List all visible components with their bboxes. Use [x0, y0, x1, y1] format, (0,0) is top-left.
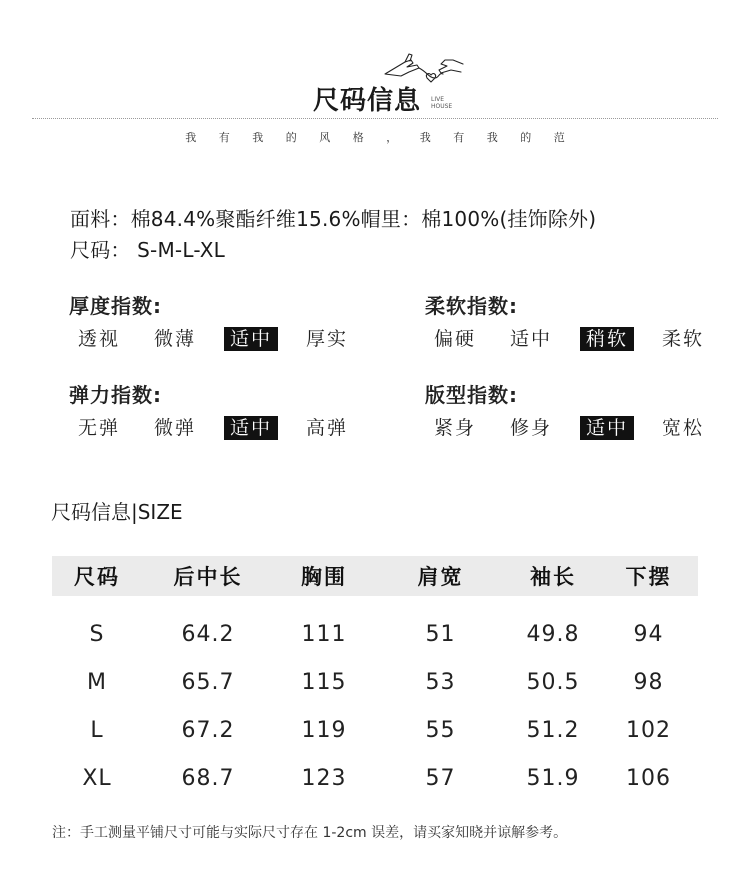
slogan	[34, 129, 716, 145]
slogan-char: 我	[419, 131, 431, 144]
table-cell: M	[87, 669, 107, 695]
slogan-char: 我	[252, 131, 264, 144]
index-option: 紧身	[434, 417, 477, 439]
index-option: 偏硬	[434, 328, 477, 350]
table-cell: 55	[425, 717, 456, 743]
index-option-selected: 适中	[224, 416, 278, 440]
slogan-char: 的	[520, 131, 532, 144]
table-cell: 64.2	[181, 621, 235, 647]
table-cell: 123	[301, 765, 347, 791]
size-range: 尺码： S-M-L-XL	[70, 238, 225, 262]
slogan-char: 我	[185, 131, 197, 144]
table-cell: 51.2	[526, 717, 580, 743]
slogan-char: 我	[486, 131, 498, 144]
table-cell: 57	[425, 765, 456, 791]
index-option-selected: 适中	[580, 416, 634, 440]
index-option: 高弹	[306, 417, 349, 439]
table-cell: 51.9	[526, 765, 580, 791]
column-header: 尺码	[74, 565, 120, 589]
page-title: 尺码信息	[313, 86, 422, 116]
index-option: 透视	[78, 328, 121, 350]
index-option: 柔软	[662, 328, 705, 350]
slogan-char: 有	[218, 131, 230, 144]
thickness-index	[69, 290, 376, 351]
index-option: 适中	[510, 328, 553, 350]
table-row	[52, 658, 698, 706]
table-cell: 67.2	[181, 717, 235, 743]
column-header: 后中长	[173, 565, 243, 589]
table-row	[52, 754, 698, 802]
column-header: 下摆	[625, 565, 672, 589]
column-header: 肩宽	[417, 565, 464, 589]
table-cell: 49.8	[526, 621, 580, 647]
table-cell: 98	[633, 669, 664, 695]
table-cell: 106	[626, 765, 671, 791]
column-header: 胸围	[301, 565, 347, 589]
fit-index	[425, 379, 732, 440]
table-cell: 111	[301, 621, 347, 647]
table-cell: 51	[425, 621, 456, 647]
index-option-selected: 稍软	[580, 327, 634, 351]
slogan-char: 风	[319, 131, 331, 144]
column-header: 袖长	[530, 565, 576, 589]
table-cell: 115	[301, 669, 347, 695]
table-cell: XL	[82, 765, 112, 791]
index-title: 厚度指数:	[69, 294, 162, 318]
index-title: 版型指数:	[425, 383, 518, 407]
index-title: 柔软指数:	[425, 294, 518, 318]
index-option: 宽松	[662, 417, 705, 439]
index-option: 无弹	[78, 417, 121, 439]
table-cell: 68.7	[181, 765, 235, 791]
index-option-selected: 适中	[224, 327, 278, 351]
measurement-note: 注：手工测量平铺尺寸可能与实际尺寸存在 1-2cm 误差，请买家知晓并谅解参考。	[52, 825, 568, 841]
fabric-composition: 面料：棉84.4%聚酯纤维15.6%帽里：棉100%(挂饰除外)	[70, 207, 597, 231]
index-option: 修身	[510, 417, 553, 439]
table-cell: 94	[633, 621, 664, 647]
softness-index	[425, 290, 732, 351]
slogan-char: 范	[553, 131, 565, 144]
table-row	[52, 706, 698, 754]
table-row	[52, 610, 698, 658]
size-table	[52, 556, 698, 802]
index-option: 厚实	[306, 328, 349, 350]
table-cell: 102	[626, 717, 671, 743]
table-header	[52, 556, 698, 596]
elasticity-index	[69, 379, 376, 440]
table-cell: 50.5	[526, 669, 580, 695]
slogan-char: ，	[386, 131, 398, 144]
index-option: 微弹	[154, 417, 197, 439]
table-cell: S	[89, 621, 105, 647]
size-table-heading: 尺码信息|SIZE	[51, 500, 183, 524]
table-cell: 119	[301, 717, 347, 743]
slogan-char: 有	[453, 131, 465, 144]
dotted-divider	[32, 118, 718, 119]
brand-logo-text: LIVE HOUSE	[431, 96, 453, 110]
slogan-char: 的	[285, 131, 297, 144]
index-option: 微薄	[154, 328, 197, 350]
table-cell: 53	[425, 669, 456, 695]
index-title: 弹力指数:	[69, 383, 162, 407]
table-cell: L	[90, 717, 104, 743]
slogan-char: 格	[352, 131, 364, 144]
table-cell: 65.7	[181, 669, 235, 695]
